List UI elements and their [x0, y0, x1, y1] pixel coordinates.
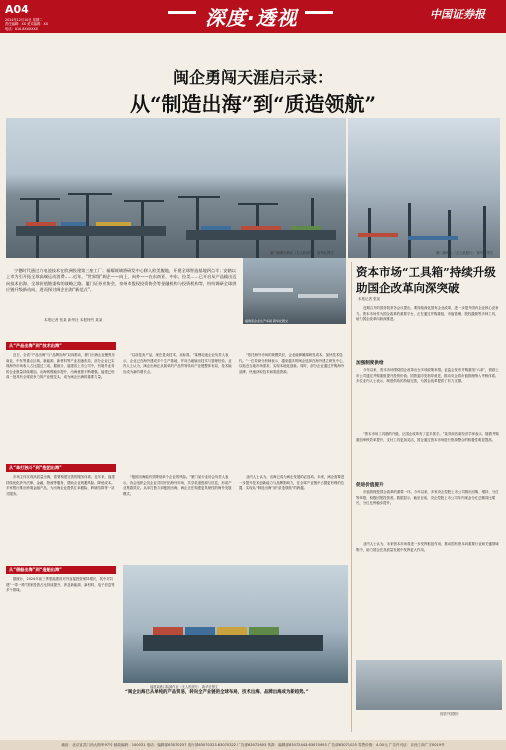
left-col-text-3a: 业内人士认为，出海已成为闽企发展的必选项。未来，闽企需要进一步提升技术创新能力与品牌影响力，在全球产业链中占据更有利的位置，实现从“制造出海”到“质造领航”的跨越。	[239, 475, 345, 491]
left-col-text-1a: 近日，全省“产品出海”与“品牌出海”双向推动，厦门出海企业聚焦东南亚、中东等重点区域，新能源、新材料等产业加速布局，部分企业已实现海外市场收入占比超过三成。据统计，福建省上市公司中，有境外业务的企业数量持续增加，出海规模稳步提升，出海意愿不断增强。福建已形成一批具有全球竞争力的产业链龙头，成为闽企出海的重要力量。	[6, 353, 115, 380]
cargo-ship-photo	[123, 565, 348, 683]
right-article-body-3: 市值管理是国企改革的重要一环。今年以来，多家央企控股上市公司推出回购、增持、分红等举措，积极回报投资者。数据显示，截至目前，央企控股上市公司年内现金分红总额同比增长，分红比例稳步提升。	[356, 490, 499, 506]
crane-graphic	[196, 196, 199, 258]
machine-graphic	[253, 288, 293, 292]
section-heading-2: 从“单打独斗”到“抱团出海”	[6, 464, 116, 472]
ship-photo-caption: 福建某港口装卸作业（无人机照片） 新华社图文	[150, 685, 218, 689]
crane-arm-graphic	[178, 196, 220, 198]
page-number: A04	[5, 3, 29, 16]
right-article-body-2: “资本市场工具箱的升级，让国企改革有了更多抓手。”某券商首席经济学家表示，随着并购重组审核效率提升、支付工具更加灵活，国企通过资本市场进行资源整合的积极性明显提高。	[356, 432, 499, 442]
left-col-text-2b: “抱团出海能有效降低单个企业的风险。”厦门某行业协会负责人表示，协会组织会员企业共同开拓海外市场，共享渠道资源与信息，形成产业集群效应。从单打独斗到抱团出海，闽企正在构建更具韧性的海外发展模式。	[123, 475, 232, 496]
container-graphic	[241, 226, 281, 230]
headline-line2: 从“制造出海”到“质造领航”	[129, 92, 376, 116]
newspaper-masthead: 中国证券报	[430, 8, 485, 21]
container-graphic	[96, 222, 131, 226]
bottom-right-photo	[356, 660, 502, 710]
right-subheading-2: 促进价值提升	[356, 483, 384, 488]
container-graphic	[358, 233, 398, 237]
right-article-body-4: 业内人士认为，未来资本市场将进一步发挥枢纽作用，推动国有资本向重要行业和关键领域集中，助力国企在高质量发展中发挥更大作用。	[356, 542, 499, 552]
headline-line1: 闽企勇闯天涯启示录：	[172, 68, 333, 87]
left-col-text-1b: “以前是卖产品，现在是卖技术、卖标准。”某锂电池企业负责人表示，企业已在海外建成多个生产基地，并向当地输出技术与管理经验。业内人士认为，闽企出海正从简单的产品贸易转向产业链整体布局，技术输出成为新的增长点。	[123, 353, 232, 374]
ship-graphic	[16, 226, 166, 236]
section-banner: 深度·透视	[205, 6, 298, 30]
banner-decoration-left	[168, 11, 196, 14]
container-graphic	[185, 627, 215, 635]
right-article-body-1: 今年以来，资本市场围绕国企改革出台多项政策举措。证监会发布并购重组“六条”，鼓励上市公司通过并购重组提升投资价值；国资委印发指导意见，推动央企将市值管理纳入考核体系。多位业内人士表示，制度供给的持续完善，为国企改革提供了有力支撑。	[356, 368, 499, 384]
pull-quote: “闽企出海已从单纯的产品贸易，转向全产业链的全球布局，技术出海、品牌出海成为新趋势。”	[125, 690, 309, 695]
container-graphic	[217, 627, 247, 635]
bottom-right-caption: 视觉中国图片	[440, 712, 460, 716]
header-meta: 2024年12月10日 星期二 责任编辑：XX 美术编辑：XX 电话：010-8XXXXXX	[5, 18, 49, 31]
factory-photo	[243, 258, 346, 324]
right-article-title-line2: 助国企改革向深突破	[356, 281, 460, 295]
crane-graphic	[408, 203, 411, 258]
right-photo-caption: 厦门港码头（无人机照片） 新华社图文	[436, 251, 494, 255]
article-byline: 本报记者 张某 新华社 本报特约 某某	[44, 318, 103, 322]
section-heading-1: 从“产品出海”到“技术出海”	[6, 342, 116, 350]
right-article-byline: 本报记者 张某	[358, 297, 381, 301]
crane-arm-graphic	[124, 200, 164, 202]
article-intro: 宁德时代通过力电池技术在欧洲投建第三座工厂；福耀玻璃将研发中心移入欧美腹地，开建全球智造基地四点半；安踏以上市为引开拓全球高端运动消费……近年，“世界级”闽企——向上、向外——在东南亚、中东、拉美……已开启从产品输出迈向技术出海、全球价值链重构的战略之路。厦门证券业协会、泉州市股权投资协会等金融机构与投资机构等，纷纷调研全球供应链升级新动向，进而探讨闽企出海“新范式”。	[6, 268, 237, 293]
right-article-intro: 近期召开的国务院常务会议提出，要持续深化国有企业改革，进一步提升国有企业核心竞争力。资本市场作为国企改革的重要平台，正在通过并购重组、市值管理、股权激励等多种工具，助力国企改革向纵深推进。	[356, 306, 499, 322]
container-graphic	[201, 226, 231, 230]
container-graphic	[291, 226, 321, 230]
crane-arm-graphic	[68, 193, 112, 195]
ship-graphic	[143, 635, 323, 651]
page-footer: 地址：北京宣武门西大街甲97号 邮政编码：100031 电话：编辑部63070257 发行部63070323.63070322 广告部63072603 传真：编辑部63072443.63070493 广告部63071025 零售价格：4.00元 广告许可证：京西工商广字0019号	[0, 740, 506, 750]
machine-graphic	[298, 294, 338, 298]
section-heading-3: 从“借船出海”到“造船出海”	[6, 566, 116, 574]
right-subheading-1: 加强制度供给	[356, 361, 384, 366]
ship-graphic	[186, 230, 336, 240]
factory-photo-caption: 福建某企业生产车间 新华社图文	[245, 319, 288, 323]
container-graphic	[408, 236, 458, 240]
crane-arm-graphic	[20, 198, 60, 200]
right-article-title-line1: 资本市场“工具箱”持续升级	[356, 265, 496, 279]
container-graphic	[26, 222, 56, 226]
left-col-text-2a: 市场主体实现高质量出海，需要构建完善的服务体系。近年来，福建持续优化涉外法律、金融、物流等服务，帮助企业规避风险、降低成本。多家银行推出跨境金融产品，为出海企业提供汇率避险、跨境结算等一站式服务。	[6, 475, 115, 496]
column-divider	[351, 262, 352, 732]
left-col-text-1c: “依托海外市场的规模效应，企业能够摊薄研发成本，加快技术迭代。”一位券商分析师表示，越来越多的闽企选择在海外建立研发中心，以贴近当地市场需求，实现本地化创新。同时，部分企业通过并购海外品牌，快速获取技术和渠道资源。	[239, 353, 346, 374]
crane-arm-graphic	[238, 203, 278, 205]
container-graphic	[61, 222, 86, 226]
container-graphic	[153, 627, 183, 635]
right-port-photo	[348, 118, 500, 258]
banner-decoration-right	[305, 11, 333, 14]
main-port-photo	[6, 118, 346, 258]
main-photo-caption: 厦门港海天码头（无人机照片） 新华社图文	[270, 251, 334, 255]
container-graphic	[249, 627, 279, 635]
left-col-text-3b: 据统计，2024年前三季度福建省对外直接投资保持增长，其中对共建“一带一路”国家投资占比持续提升，涉及新能源、新材料、电子信息等多个领域。	[6, 577, 115, 593]
